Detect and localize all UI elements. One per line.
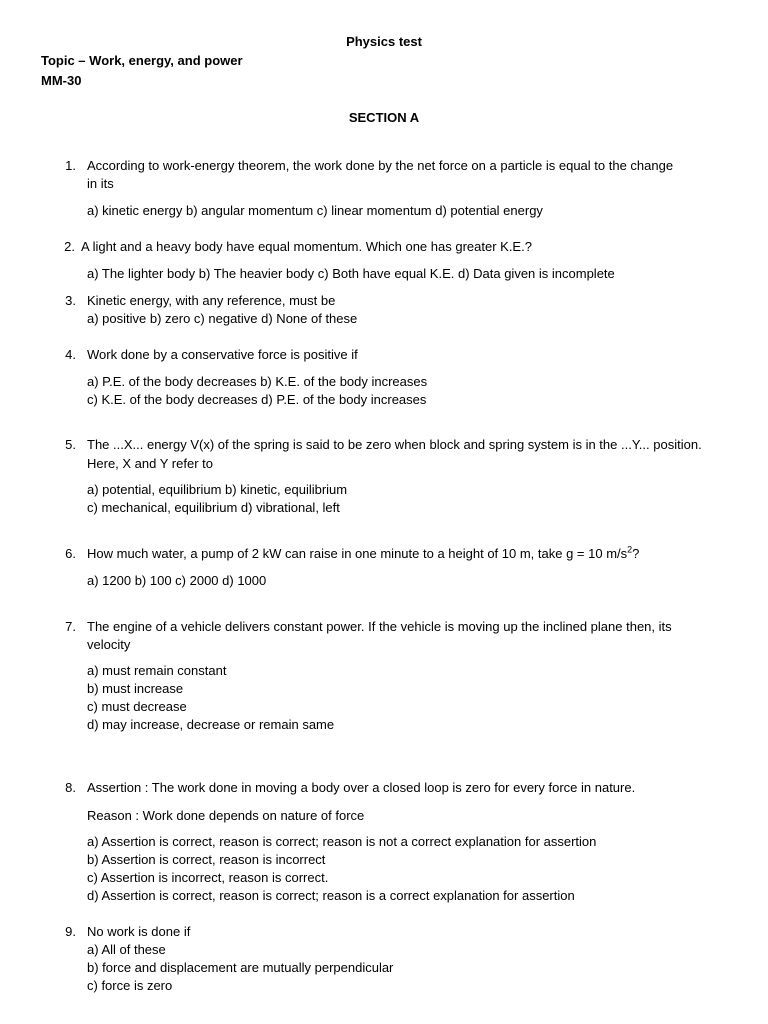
question-text: According to work-energy theorem, the work done by the net force on a particle is equal to the change	[87, 158, 674, 173]
section-heading: SECTION A	[348, 110, 420, 125]
answer-options: a) positive b) zero c) negative d) None of these	[87, 311, 358, 326]
question-text: Work done by a conservative force is positive if	[87, 347, 358, 362]
question-text	[87, 546, 639, 561]
question-text: The ...X... energy V(x) of the spring is said to be zero when block and spring system is in the ...Y... position.	[87, 437, 702, 452]
answer-option: c) must decrease	[87, 699, 187, 714]
question-text: The engine of a vehicle delivers constant power. If the vehicle is moving up the inclined plane then, its	[87, 619, 672, 634]
question-text: A light and a heavy body have equal momentum. Which one has greater K.E.?	[81, 239, 532, 254]
answer-option: a) Assertion is correct, reason is correct; reason is not a correct explanation for assertion	[87, 834, 597, 849]
question-text: Here, X and Y refer to	[87, 456, 213, 471]
assertion-text: Assertion : The work done in moving a body over a closed loop is zero for every force in nature.	[87, 780, 636, 795]
topic-line: Topic – Work, energy, and power	[41, 53, 243, 68]
answer-option: c) force is zero	[87, 978, 173, 993]
superscript: 2	[627, 544, 633, 555]
answer-options: a) 1200 b) 100 c) 2000 d) 1000	[87, 573, 267, 588]
answer-option: d) may increase, decrease or remain same	[87, 717, 335, 732]
max-marks: MM-30	[41, 73, 82, 88]
answer-options: c) mechanical, equilibrium d) vibrational, left	[87, 500, 340, 515]
answer-option: c) Assertion is incorrect, reason is correct.	[87, 870, 329, 885]
question-number: 7.	[65, 619, 76, 634]
question-number: 1.	[65, 158, 76, 173]
question-text: in its	[87, 176, 114, 191]
question-number: 6.	[65, 546, 76, 561]
answer-options: a) potential, equilibrium b) kinetic, equilibrium	[87, 482, 348, 497]
question-number: 4.	[65, 347, 76, 362]
answer-option: a) All of these	[87, 942, 166, 957]
reason-text: Reason : Work done depends on nature of force	[87, 808, 365, 823]
question-text: No work is done if	[87, 924, 191, 939]
question-mark: ?	[632, 546, 640, 561]
answer-options: c) K.E. of the body decreases d) P.E. of the body increases	[87, 392, 427, 407]
question-number: 3.	[65, 293, 76, 308]
question-number: 5.	[65, 437, 76, 452]
answer-options: a) P.E. of the body decreases b) K.E. of the body increases	[87, 374, 428, 389]
answer-options: a) The lighter body b) The heavier body c) Both have equal K.E. d) Data given is incomplete	[87, 266, 615, 281]
test-title: Physics test	[346, 34, 422, 49]
question-number: 9.	[65, 924, 76, 939]
answer-option: b) Assertion is correct, reason is incorrect	[87, 852, 326, 867]
question-text: velocity	[87, 637, 131, 652]
answer-option: b) must increase	[87, 681, 184, 696]
answer-options: a) kinetic energy b) angular momentum c) linear momentum d) potential energy	[87, 203, 543, 218]
question-text: Kinetic energy, with any reference, must be	[87, 293, 336, 308]
answer-option: d) Assertion is correct, reason is correct; reason is a correct explanation for assertion	[87, 888, 575, 903]
answer-option: b) force and displacement are mutually perpendicular	[87, 960, 394, 975]
question-text-main: How much water, a pump of 2 kW can raise in one minute to a height of 10 m, take g = 10 m/s	[87, 546, 628, 561]
question-number: 2.	[64, 239, 75, 254]
question-number: 8.	[65, 780, 76, 795]
answer-option: a) must remain constant	[87, 663, 227, 678]
